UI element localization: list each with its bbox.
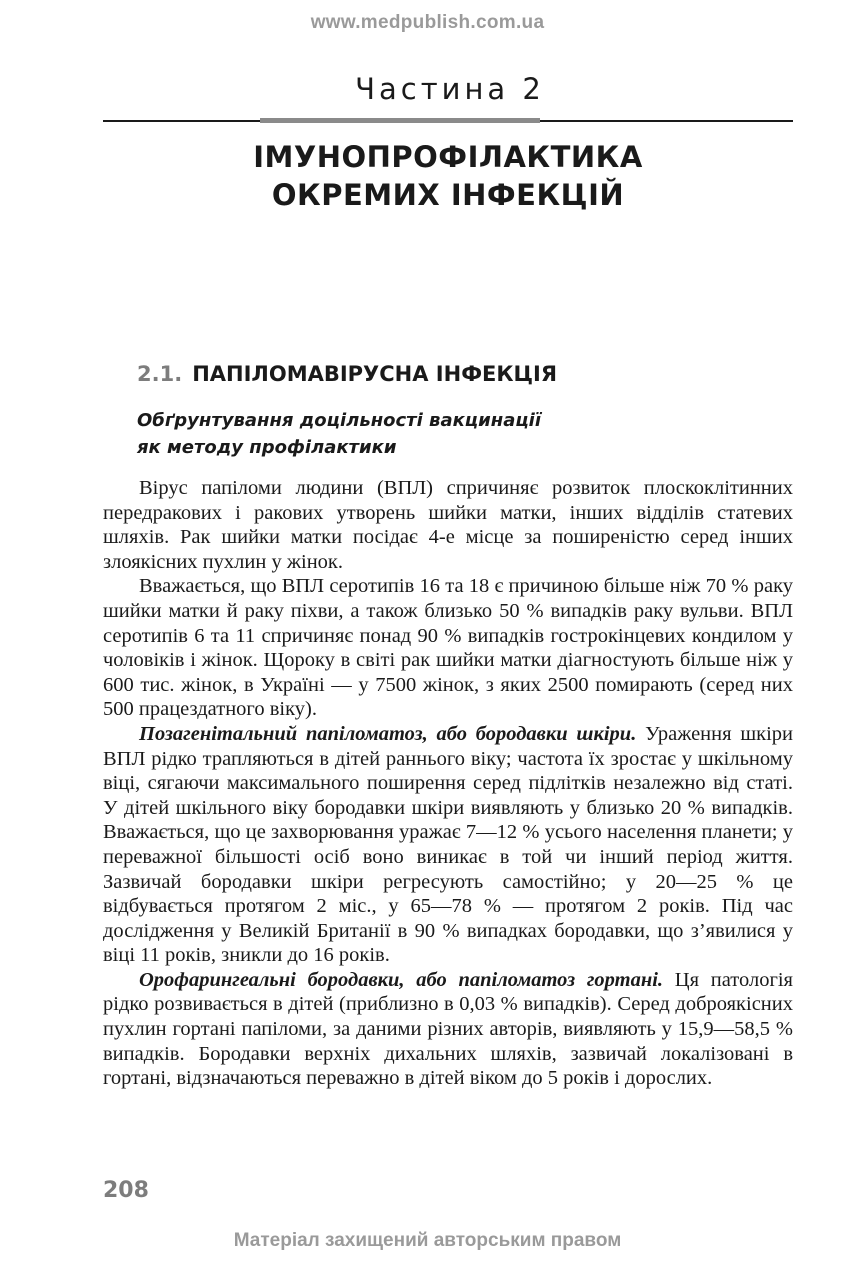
paragraph-4-text: Ця патологія рідко розвивається в дітей (приблизно в 0,03 % випадків). Серед доброякісних пухлин гортані папіломи, за даними різних авторів, виявляють у 15,9—58,5 % випадків. Бородавки верхніх дихальних шляхів, зазвичай локалізовані в гортані, відзначаються переважно в дітей віком до 5 років і дорослих.: [103, 968, 793, 1090]
part-label: Частина 2: [355, 72, 545, 106]
body-text: [103, 476, 793, 1091]
paragraph-1: Вірус папіломи людини (ВПЛ) спричиняє розвиток плоскоклітинних передракових і ракових утворень шийки матки, інших відділів статевих шляхів. Рак шийки матки посідає 4-е місце за поширеністю серед інших злоякісних пухлин у жінок.: [103, 477, 793, 573]
subsection-heading-line2: як методу профілактики: [137, 437, 397, 458]
paragraph-4-lead: Орофарингеальні бородавки, або папіломатоз гортані.: [139, 968, 664, 991]
page-number: 208: [103, 1178, 149, 1203]
section-title: ПАПІЛОМАВІРУСНА ІНФЕКЦІЯ: [192, 362, 557, 386]
subsection-heading-line1: Обґрунтування доцільності вакцинації: [137, 410, 542, 431]
subsection-heading: [137, 407, 541, 461]
part-title: [103, 138, 793, 214]
paragraph-2: Вважається, що ВПЛ серотипів 16 та 18 є причиною більше ніж 70 % раку шийки матки й раку піхви, а також близько 50 % випадків раку вульви. ВПЛ серотипів 6 та 11 спричиняє понад 90 % випадків гострокінцевих кондилом у чоловіків і жінок. Щороку в світі рак шийки матки діагностують більше ніж у 600 тис. жінок, в Україні — у 7500 жінок, з яких 2500 помирають (серед них 500 працездатного віку).: [103, 575, 793, 721]
section-number: 2.1.: [137, 362, 183, 386]
section-heading: [137, 362, 557, 386]
part-title-line2: ОКРЕМИХ ІНФЕКЦІЙ: [271, 178, 625, 212]
header-divider-accent: [260, 118, 540, 123]
paragraph-3-text: Ураження шкіри ВПЛ рідко трапляються в дітей раннього віку; частота їх зростає у шкільному віці, сягаючи максимального поширення серед підлітків незалежно від статі. У дітей шкільного віку бородавки шкіри виявляють у близько 20 % випадків. Вважається, що це захворювання уражає 7—12 % усього населення планети; у переважної більшості осіб воно виникає в той чи інший період життя. Зазвичай бородавки шкіри регресують самостійно; у 20—25 % це відбувається протягом 2 міс., у 65—78 % — протягом 2 років. Під час дослідження у Великій Британії в 90 % випадках бородавки, що з’явилися у віці 11 років, зникли до 16 років.: [103, 722, 793, 967]
part-title-line1: ІМУНОПРОФІЛАКТИКА: [253, 140, 643, 174]
paragraph-3: [103, 722, 793, 968]
publisher-website: www.medpublish.com.ua: [310, 12, 545, 33]
paragraph-4: [103, 968, 793, 1091]
copyright-note: Матеріал захищений авторським правом: [233, 1230, 622, 1251]
paragraph-3-lead: Позагенітальний папіломатоз, або бородавки шкіри.: [139, 722, 637, 745]
